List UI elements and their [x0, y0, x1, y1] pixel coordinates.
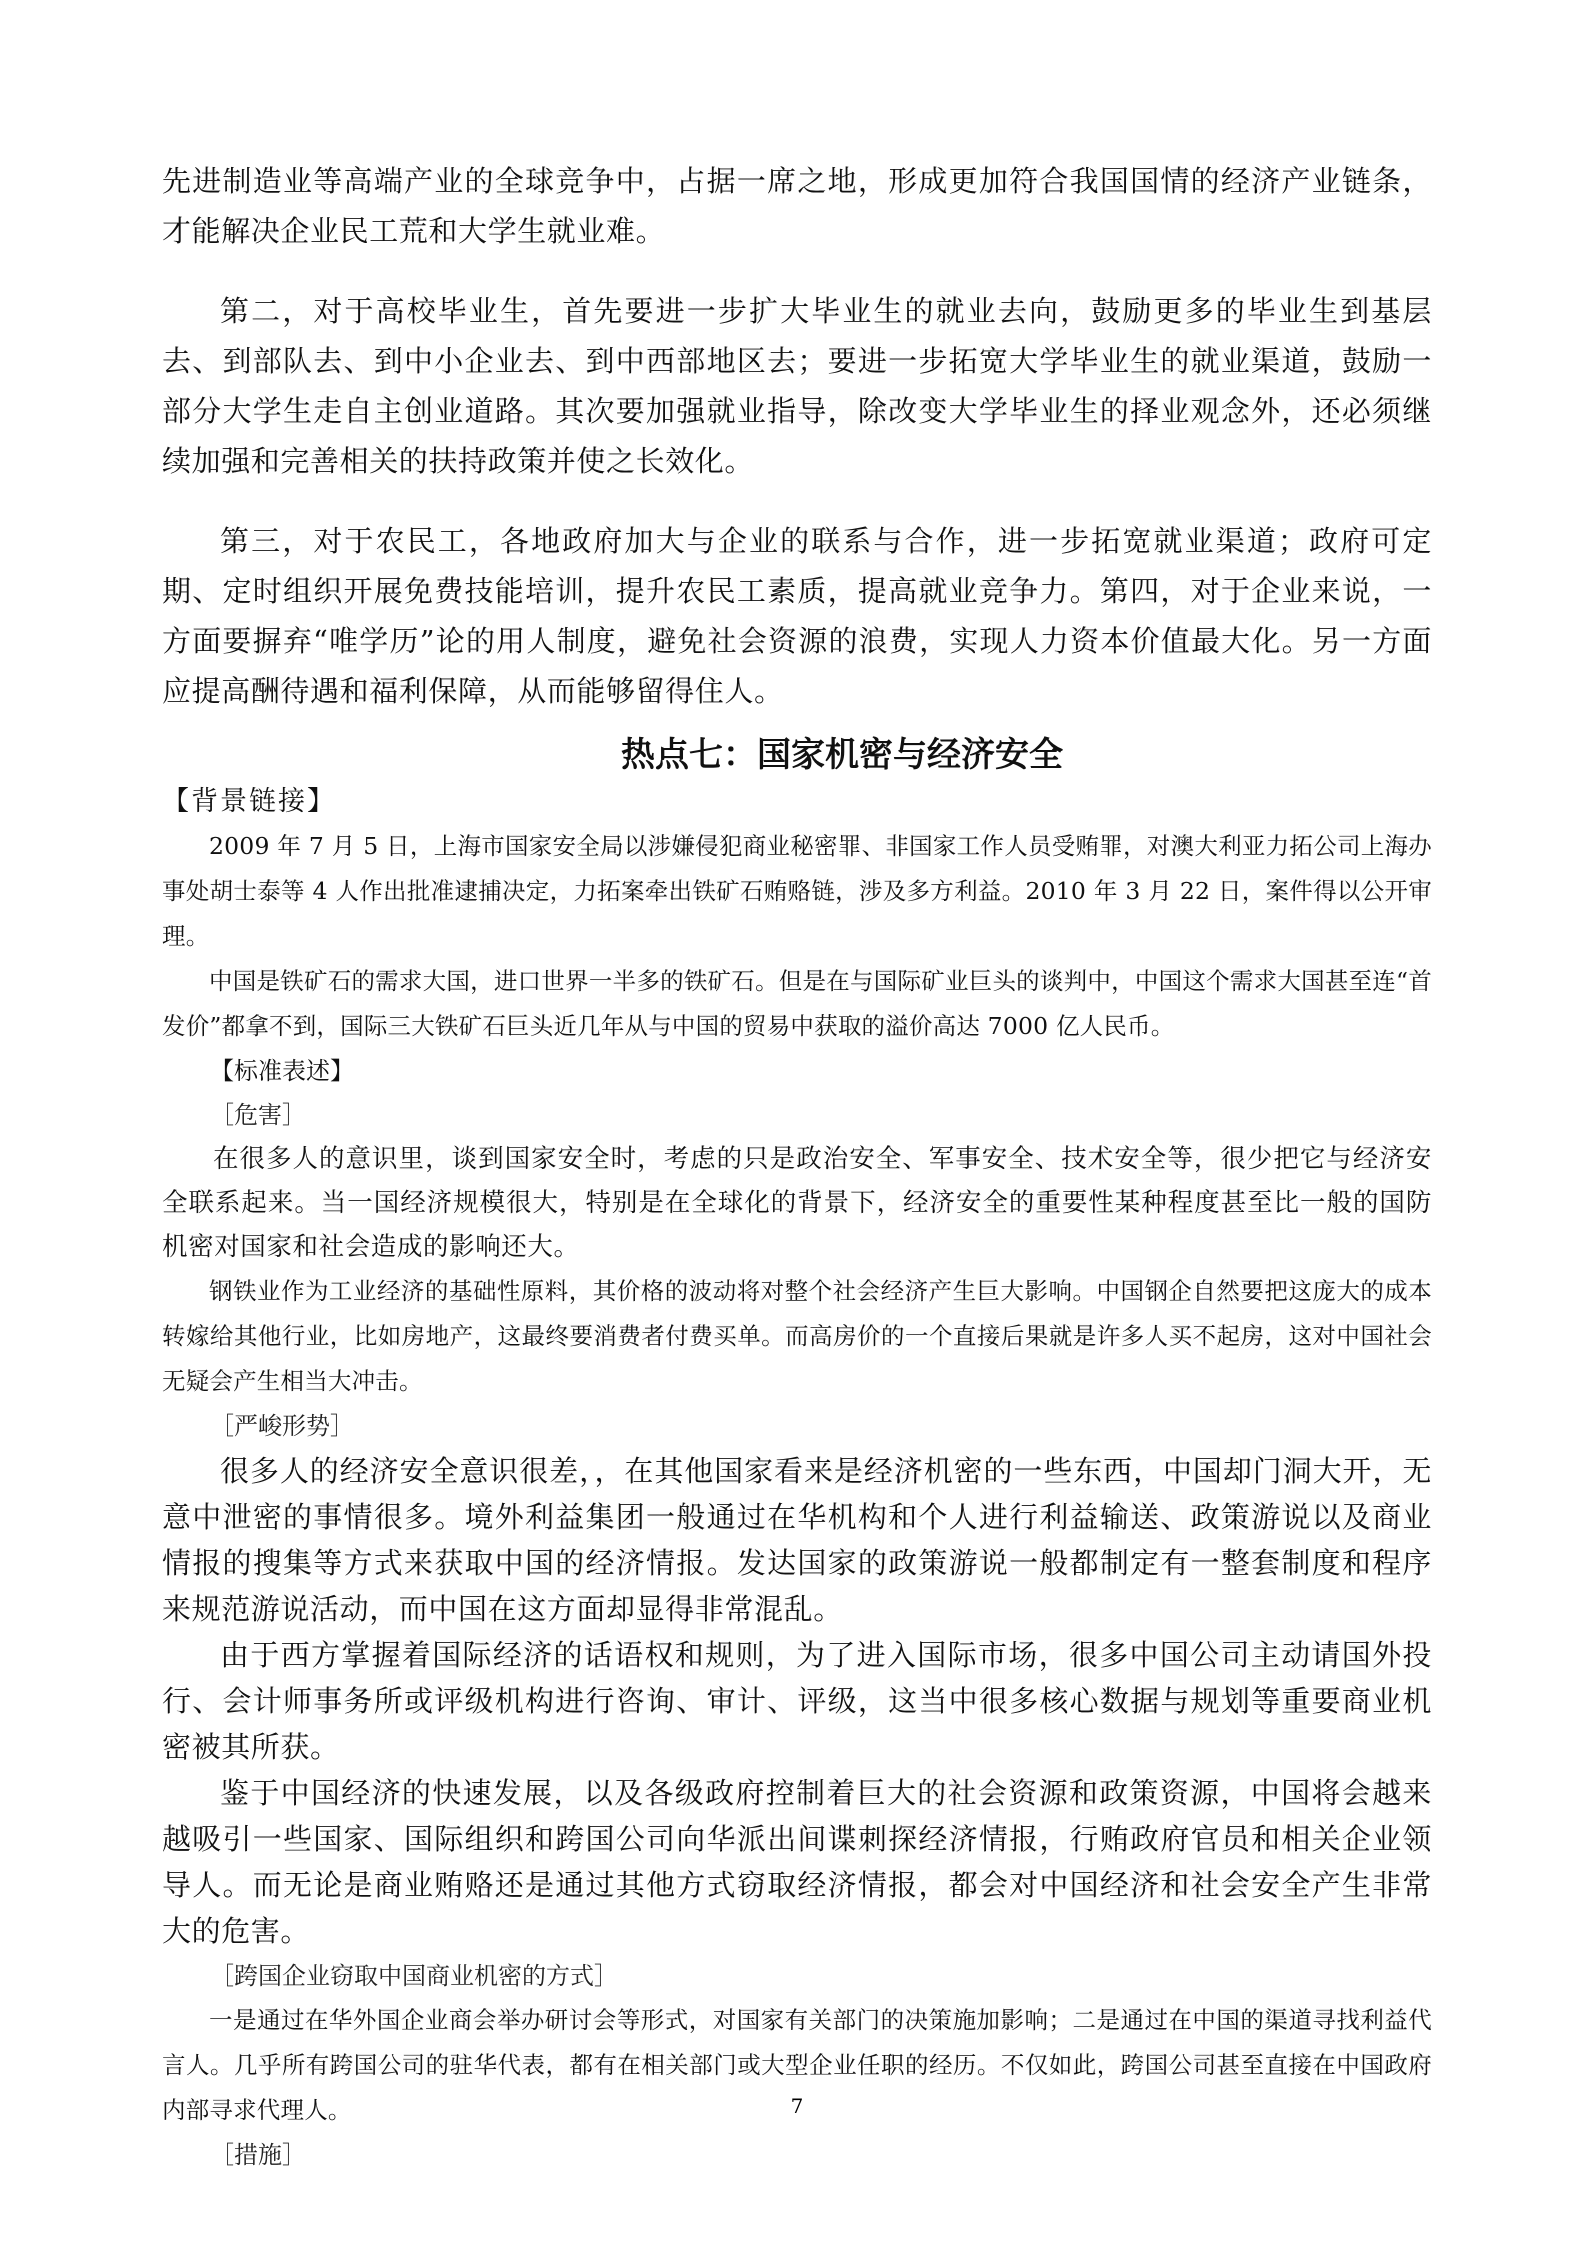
- background-label: 【背景链接】: [162, 786, 336, 817]
- harm-label: ［危害］: [210, 1101, 306, 1129]
- paragraph-graduates: 第二，对于高校毕业生，首先要进一步扩大毕业生的就业去向，鼓励更多的毕业生到基层去、到部队去、到中小企业去、到中西部地区去；要进一步拓宽大学毕业生的就业渠道，鼓励一部分大学生走自主创业道路。其次要加强就业指导，除改变大学毕业生的择业观念外，还必须继续加强和完善相关的扶持政策并使之长效化。: [162, 294, 1432, 478]
- paragraph-continuation: 先进制造业等高端产业的全球竞争中，占据一席之地，形成更加符合我国国情的经济产业链条，才能解决企业民工荒和大学生就业难。: [162, 164, 1432, 248]
- page-number: 7: [790, 2094, 804, 2118]
- document-page: [162, 156, 1432, 2177]
- section-title: 热点七：国家机密与经济安全: [621, 735, 1063, 775]
- situation-paragraph: 鉴于中国经济的快速发展，以及各级政府控制着巨大的社会资源和政策资源，中国将会越来越吸引一些国家、国际组织和跨国公司向华派出间谍刺探经济情报，行贿政府官员和相关企业领导人。而无论是商业贿赂还是通过其他方式窃取经济情报，都会对中国经济和社会安全产生非常大的危害。: [162, 1776, 1432, 1948]
- standard-label: 【标准表述】: [210, 1057, 354, 1085]
- harm-paragraph: 钢铁业作为工业经济的基础性原料，其价格的波动将对整个社会经济产生巨大影响。中国钢企自然要把这庞大的成本转嫁给其他行业，比如房地产，这最终要消费者付费买单。而高房价的一个直接后果就是许多人买不起房，这对中国社会无疑会产生相当大冲击。: [162, 1277, 1432, 1395]
- background-paragraph: 2009 年 7 月 5 日，上海市国家安全局以涉嫌侵犯商业秘密罪、非国家工作人员受贿罪，对澳大利亚力拓公司上海办事处胡士泰等 4 人作出批准逮捕决定，力拓案牵出铁矿石贿赂链，涉及多方利益。2010 年 3 月 22 日，案件得以公开审理。: [162, 832, 1432, 950]
- paragraph-migrant-workers: 第三，对于农民工，各地政府加大与企业的联系与合作，进一步拓宽就业渠道；政府可定期、定时组织开展免费技能培训，提升农民工素质，提高就业竞争力。第四，对于企业来说，一方面要摒弃“唯学历”论的用人制度，避免社会资源的浪费，实现人力资本价值最大化。另一方面应提高酬待遇和福利保障，从而能够留得住人。: [162, 524, 1432, 708]
- methods-paragraph: 一是通过在华外国企业商会举办研讨会等形式，对国家有关部门的决策施加影响；二是通过在中国的渠道寻找利益代言人。几乎所有跨国公司的驻华代表，都有在相关部门或大型企业任职的经历。不仅如此，跨国公司甚至直接在中国政府内部寻求代理人。: [162, 2006, 1432, 2124]
- situation-paragraph: 很多人的经济安全意识很差，，在其他国家看来是经济机密的一些东西，中国却门洞大开，无意中泄密的事情很多。境外利益集团一般通过在华机构和个人进行利益输送、政策游说以及商业情报的搜集等方式来获取中国的经济情报。发达国家的政策游说一般都制定有一整套制度和程序来规范游说活动，而中国在这方面却显得非常混乱。: [162, 1454, 1432, 1626]
- measures-label: ［措施］: [210, 2141, 306, 2169]
- situation-label: ［严峻形势］: [210, 1412, 354, 1440]
- harm-paragraph: 在很多人的意识里，谈到国家安全时，考虑的只是政治安全、军事安全、技术安全等，很少把它与经济安全联系起来。当一国经济规模很大，特别是在全球化的背景下，经济安全的重要性某种程度甚至比一般的国防机密对国家和社会造成的影响还大。: [162, 1144, 1432, 1262]
- methods-label: ［跨国企业窃取中国商业机密的方式］: [210, 1962, 618, 1990]
- background-paragraph: 中国是铁矿石的需求大国，进口世界一半多的铁矿石。但是在与国际矿业巨头的谈判中，中国这个需求大国甚至连“首发价”都拿不到，国际三大铁矿石巨头近几年从与中国的贸易中获取的溢价高达 7000 亿人民币。: [162, 967, 1432, 1040]
- situation-paragraph: 由于西方掌握着国际经济的话语权和规则，为了进入国际市场，很多中国公司主动请国外投行、会计师事务所或评级机构进行咨询、审计、评级，这当中很多核心数据与规划等重要商业机密被其所获。: [162, 1638, 1432, 1764]
